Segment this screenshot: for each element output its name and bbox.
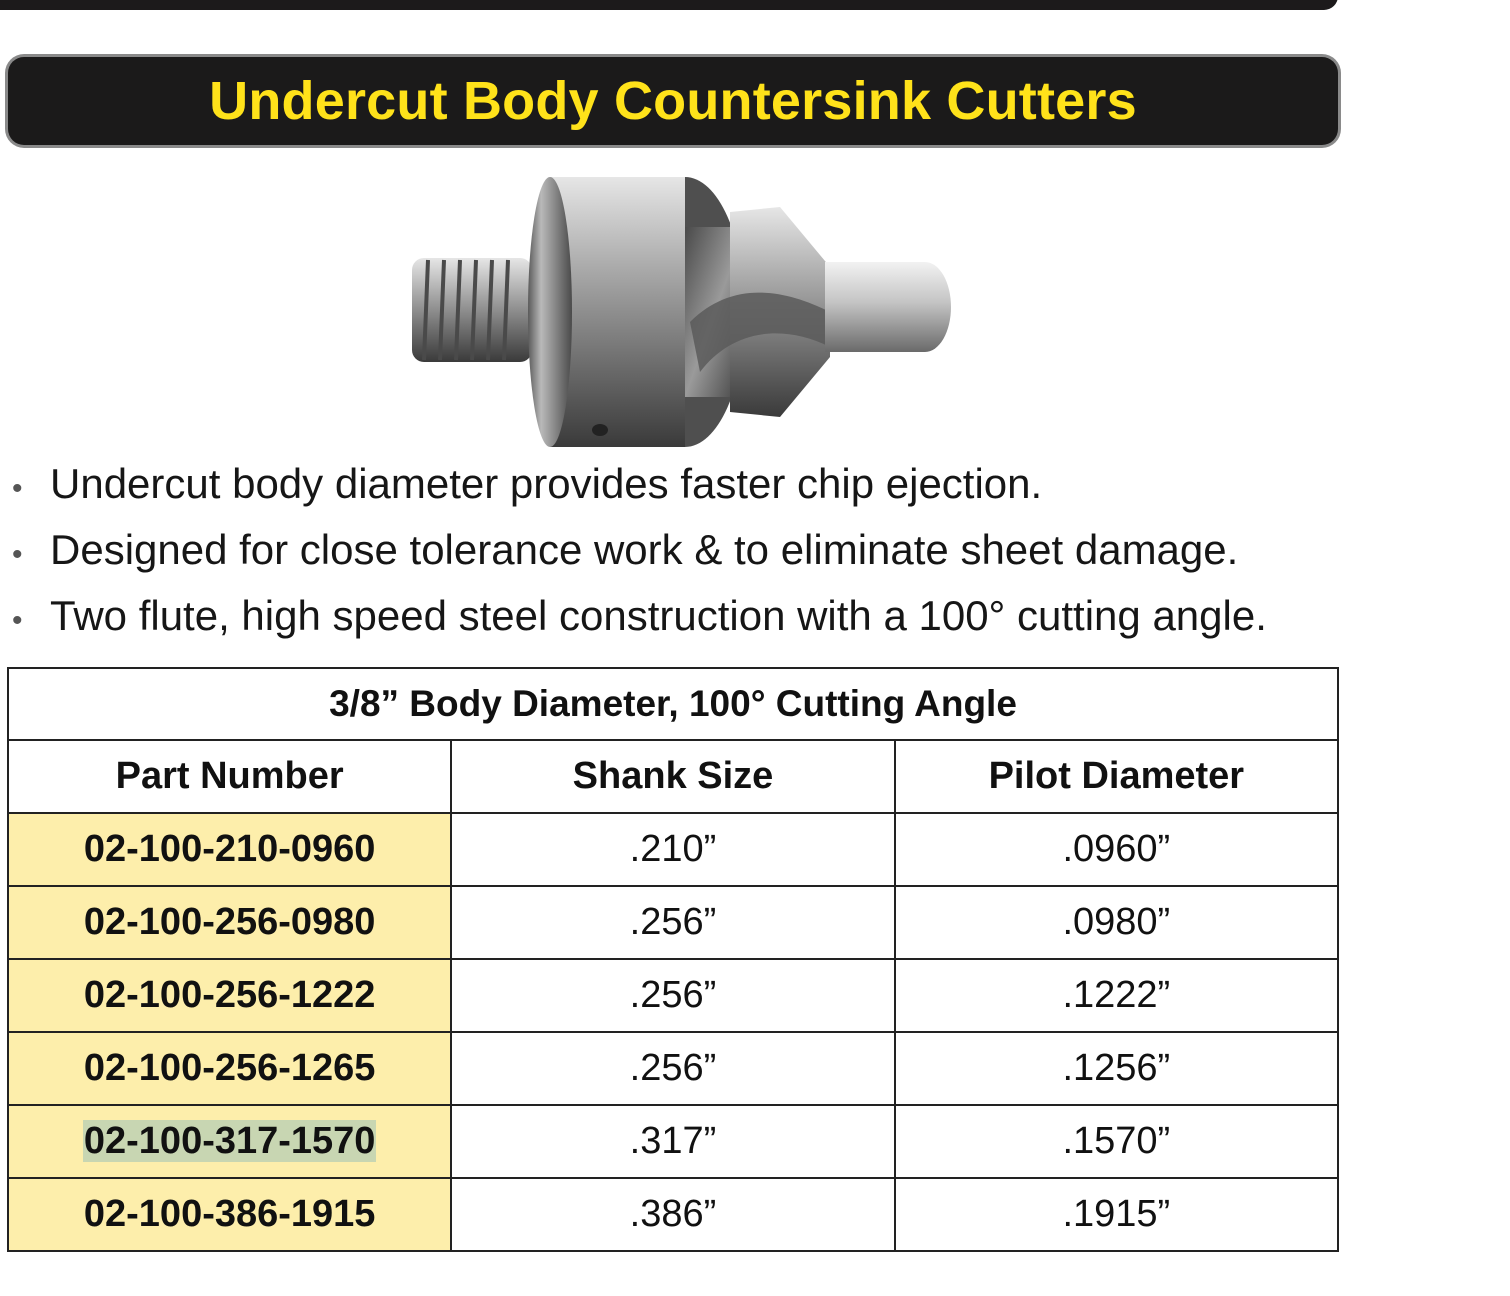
pilot-diameter-cell: .1570” (895, 1105, 1338, 1178)
shank-size-cell: .386” (451, 1178, 894, 1251)
feature-item (10, 592, 1340, 658)
shank-size-cell: .256” (451, 959, 894, 1032)
bullet-icon: • (12, 472, 23, 505)
feature-item (10, 526, 1340, 592)
feature-list (10, 460, 1340, 658)
countersink-cutter-image (400, 172, 960, 452)
pilot-diameter-cell: .1915” (895, 1178, 1338, 1251)
feature-text: Designed for close tolerance work & to eliminate sheet damage. (50, 526, 1239, 573)
header-pilot-diameter: Pilot Diameter (895, 740, 1338, 813)
header-part-number: Part Number (8, 740, 451, 813)
part-number-cell (8, 1105, 451, 1178)
bullet-icon: • (12, 604, 23, 637)
table-row (8, 959, 1338, 1032)
shank-size-cell: .210” (451, 813, 894, 886)
part-number-cell: 02-100-386-1915 (8, 1178, 451, 1251)
specs-table (7, 667, 1339, 1252)
pilot-diameter-cell: .1222” (895, 959, 1338, 1032)
shank-size-cell: .256” (451, 886, 894, 959)
pilot-diameter-cell: .0980” (895, 886, 1338, 959)
table-row (8, 1178, 1338, 1251)
table-row (8, 1105, 1338, 1178)
pilot-diameter-cell: .1256” (895, 1032, 1338, 1105)
table-row (8, 886, 1338, 959)
bullet-icon: • (12, 538, 23, 571)
part-number-cell: 02-100-256-0980 (8, 886, 451, 959)
part-number-cell: 02-100-256-1222 (8, 959, 451, 1032)
shank-size-cell: .317” (451, 1105, 894, 1178)
highlighted-part-number[interactable]: 02-100-317-1570 (83, 1120, 376, 1162)
part-number-cell: 02-100-256-1265 (8, 1032, 451, 1105)
table-row (8, 813, 1338, 886)
table-row (8, 1032, 1338, 1105)
feature-text: Two flute, high speed steel construction with a 100° cutting angle. (50, 592, 1267, 639)
table-caption: 3/8” Body Diameter, 100° Cutting Angle (8, 668, 1338, 740)
shank-size-cell: .256” (451, 1032, 894, 1105)
top-divider-bar (0, 0, 1338, 10)
feature-item (10, 460, 1340, 526)
title-banner (8, 57, 1338, 145)
part-number-cell: 02-100-210-0960 (8, 813, 451, 886)
page-title: Undercut Body Countersink Cutters (209, 71, 1137, 131)
header-shank-size: Shank Size (451, 740, 894, 813)
pilot-diameter-cell: .0960” (895, 813, 1338, 886)
feature-text: Undercut body diameter provides faster chip ejection. (50, 460, 1043, 507)
